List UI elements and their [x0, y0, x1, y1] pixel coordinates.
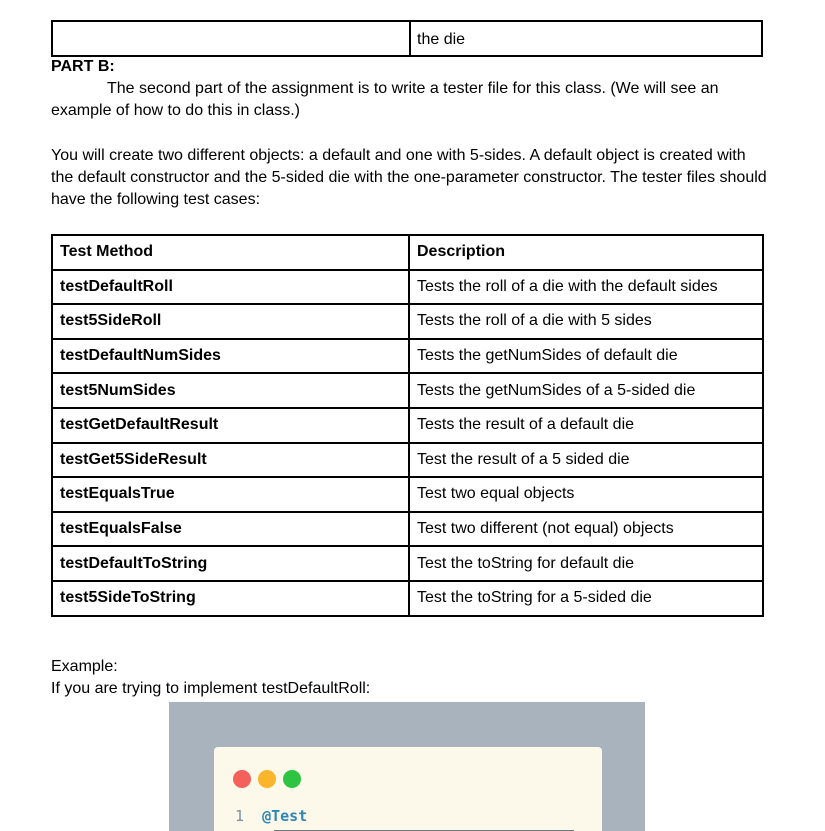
test-method-cell: testDefaultRoll — [52, 270, 409, 305]
description-cell: Tests the result of a default die — [409, 408, 763, 443]
header-description: Description — [409, 235, 763, 270]
description-cell: Test the toString for default die — [409, 546, 763, 581]
description-cell: Tests the roll of a die with 5 sides — [409, 304, 763, 339]
test-method-cell: testEqualsFalse — [52, 512, 409, 547]
code-line — [235, 807, 307, 825]
part-b-heading: PART B: — [51, 58, 115, 75]
code-annotation: @Test — [262, 807, 308, 825]
table-row — [52, 443, 763, 478]
part-b-paragraph-1-text: The second part of the assignment is to write a tester file for this class. (We will see an example of how to do this in class.) — [51, 80, 719, 119]
table-row — [52, 512, 763, 547]
test-method-cell: testGet5SideResult — [52, 443, 409, 478]
test-cases-table — [51, 234, 764, 617]
test-method-cell: test5NumSides — [52, 373, 409, 408]
description-cell: Test two equal objects — [409, 477, 763, 512]
test-method-cell: test5SideToString — [52, 581, 409, 616]
table-row — [52, 477, 763, 512]
top-table-right-cell: the die — [417, 31, 466, 48]
code-screenshot-panel — [169, 702, 645, 831]
test-method-cell: testDefaultNumSides — [52, 339, 409, 374]
test-method-cell: test5SideRoll — [52, 304, 409, 339]
table-row — [52, 339, 763, 374]
close-dot-icon — [233, 770, 251, 788]
description-cell: Tests the getNumSides of default die — [409, 339, 763, 374]
part-b-paragraph-1 — [51, 78, 771, 122]
table-row — [52, 270, 763, 305]
test-method-cell: testDefaultToString — [52, 546, 409, 581]
description-cell: Test two different (not equal) objects — [409, 512, 763, 547]
description-cell: Test the result of a 5 sided die — [409, 443, 763, 478]
example-label: Example: — [51, 658, 118, 675]
table-header-row — [52, 235, 763, 270]
header-test-method: Test Method — [52, 235, 409, 270]
table-row — [52, 546, 763, 581]
description-cell: Test the toString for a 5-sided die — [409, 581, 763, 616]
description-cell: Tests the roll of a die with the default sides — [409, 270, 763, 305]
table-row — [52, 373, 763, 408]
example-instruction: If you are trying to implement testDefaultRoll: — [51, 680, 371, 697]
code-window — [214, 747, 602, 831]
test-method-cell: testGetDefaultResult — [52, 408, 409, 443]
table-row — [52, 408, 763, 443]
description-cell: Tests the getNumSides of a 5-sided die — [409, 373, 763, 408]
maximize-dot-icon — [283, 770, 301, 788]
window-controls — [233, 770, 301, 788]
table-row — [52, 581, 763, 616]
part-b-paragraph-2: You will create two different objects: a default and one with 5-sides. A default object is created with the default constructor and the 5-sided die with the one-parameter constructor. The tester files should have the following test cases: — [51, 147, 767, 208]
line-number: 1 — [235, 807, 245, 825]
top-table-fragment — [51, 20, 763, 57]
test-method-cell: testEqualsTrue — [52, 477, 409, 512]
minimize-dot-icon — [258, 770, 276, 788]
table-row — [52, 304, 763, 339]
top-table-left-cell — [53, 22, 411, 55]
